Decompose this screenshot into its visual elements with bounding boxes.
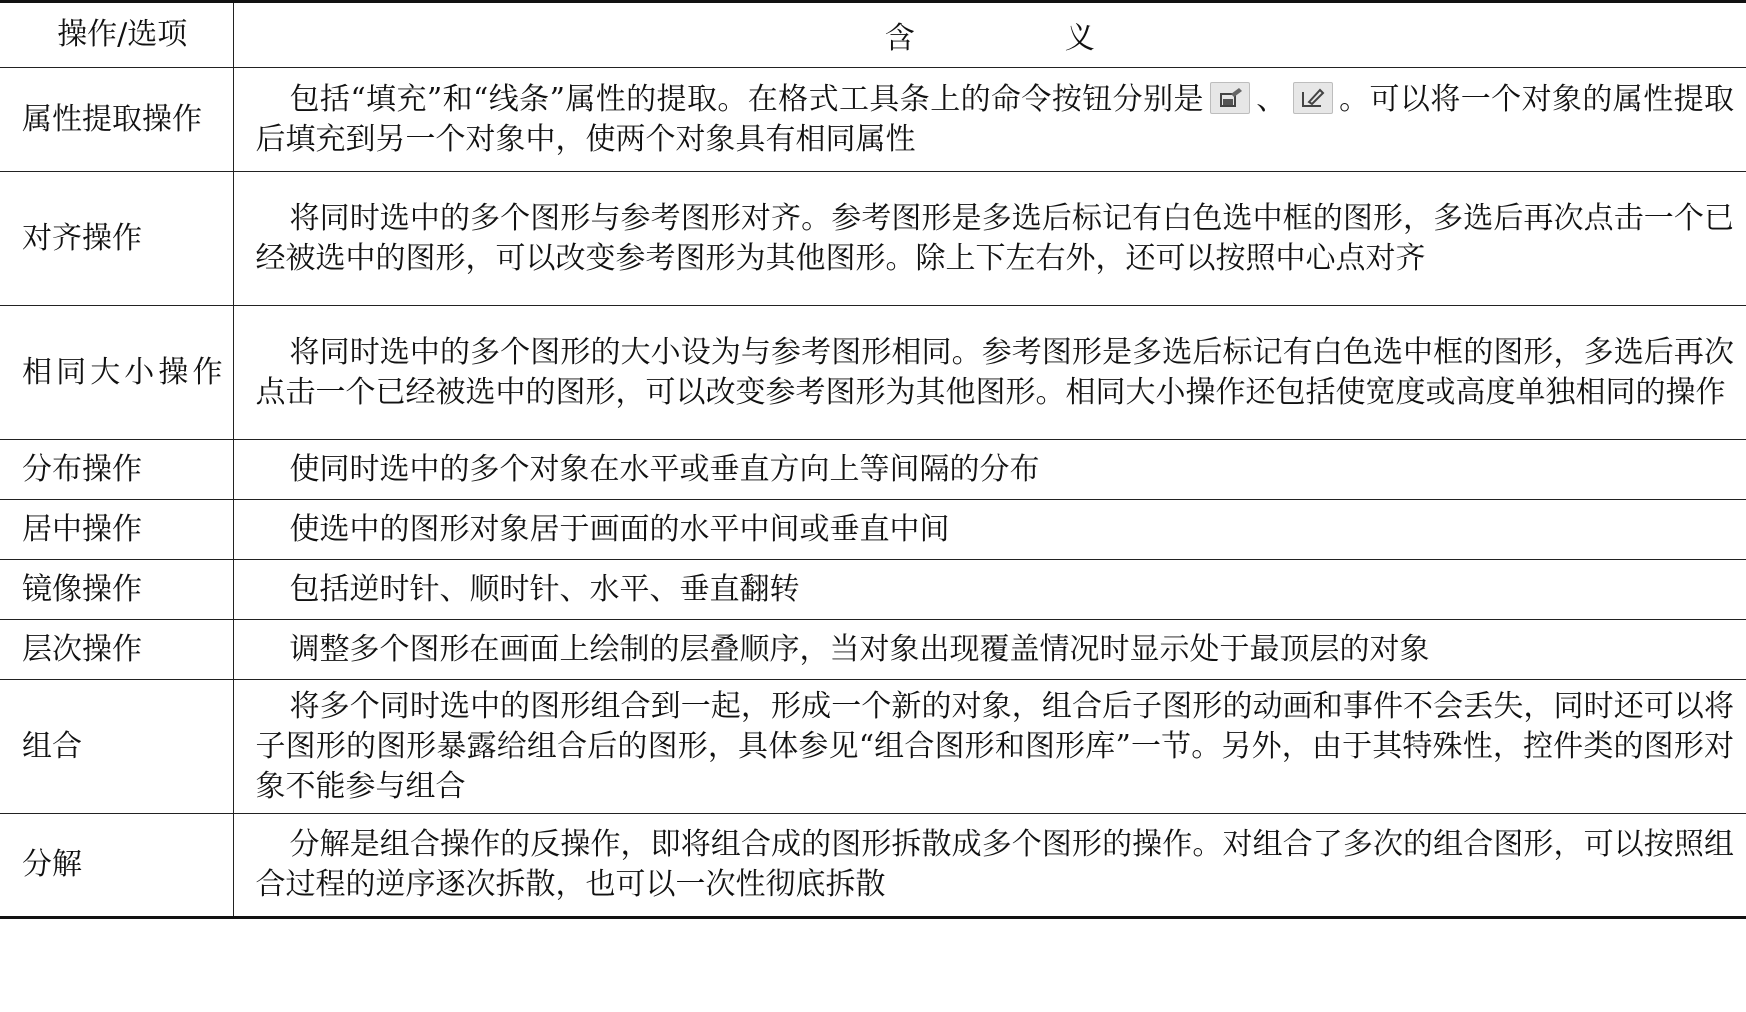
row-operation: 属性提取操作 bbox=[0, 68, 233, 172]
row-meaning: 包括逆时针、顺时针、水平、垂直翻转 bbox=[233, 560, 1746, 620]
row-meaning: 使选中的图形对象居于画面的水平中间或垂直中间 bbox=[233, 500, 1746, 560]
separator-text: 、 bbox=[1255, 81, 1287, 117]
line-extract-icon bbox=[1293, 82, 1333, 114]
row-operation: 对齐操作 bbox=[0, 172, 233, 306]
header-meaning: 含 义 bbox=[233, 2, 1746, 68]
row-meaning: 将同时选中的多个图形与参考图形对齐。参考图形是多选后标记有白色选中框的图形，多选后再次点击一个已经被选中的图形，可以改变参考图形为其他图形。除上下左右外，还可以按照中心点对齐 bbox=[233, 172, 1746, 306]
row-operation: 组合 bbox=[0, 680, 233, 814]
meaning-text: 包括“填充”和“线条”属性的提取。在格式工具条上的命令按钮分别是 bbox=[289, 81, 1204, 117]
row-operation: 镜像操作 bbox=[0, 560, 233, 620]
row-operation: 相同大小操作 bbox=[0, 306, 233, 440]
table-row bbox=[0, 440, 1746, 500]
row-meaning: 分解是组合操作的反操作，即将组合成的图形拆散成多个图形的操作。对组合了多次的组合图形，可以按照组合过程的逆序逐次拆散，也可以一次性彻底拆散 bbox=[233, 814, 1746, 918]
row-operation: 分解 bbox=[0, 814, 233, 918]
table-row bbox=[0, 68, 1746, 172]
fill-extract-icon bbox=[1210, 82, 1250, 114]
row-meaning: 将多个同时选中的图形组合到一起，形成一个新的对象，组合后子图形的动画和事件不会丢失，同时还可以将子图形的图形暴露给组合后的图形，具体参见“组合图形和图形库”一节。另外，由于其特殊性，控件类的图形对象不能参与组合 bbox=[233, 680, 1746, 814]
row-meaning: 使同时选中的多个对象在水平或垂直方向上等间隔的分布 bbox=[233, 440, 1746, 500]
row-meaning bbox=[233, 68, 1746, 172]
row-operation: 居中操作 bbox=[0, 500, 233, 560]
table-row bbox=[0, 172, 1746, 306]
table-row bbox=[0, 560, 1746, 620]
table-row bbox=[0, 814, 1746, 918]
table-row bbox=[0, 306, 1746, 440]
table-row bbox=[0, 500, 1746, 560]
row-operation: 层次操作 bbox=[0, 620, 233, 680]
row-operation: 分布操作 bbox=[0, 440, 233, 500]
table-row bbox=[0, 620, 1746, 680]
row-meaning: 调整多个图形在画面上绘制的层叠顺序，当对象出现覆盖情况时显示处于最顶层的对象 bbox=[233, 620, 1746, 680]
table-header-row bbox=[0, 2, 1746, 68]
header-operation: 操作/选项 bbox=[0, 2, 233, 68]
table-row bbox=[0, 680, 1746, 814]
row-meaning: 将同时选中的多个图形的大小设为与参考图形相同。参考图形是多选后标记有白色选中框的图形，多选后再次点击一个已经被选中的图形，可以改变参考图形为其他图形。相同大小操作还包括使宽度或高度单独相同的操作 bbox=[233, 306, 1746, 440]
meaning-text: 。可以将一个对象的属性提取后填充到另一个对象中，使两个对象具有相同属性 bbox=[255, 81, 1735, 157]
